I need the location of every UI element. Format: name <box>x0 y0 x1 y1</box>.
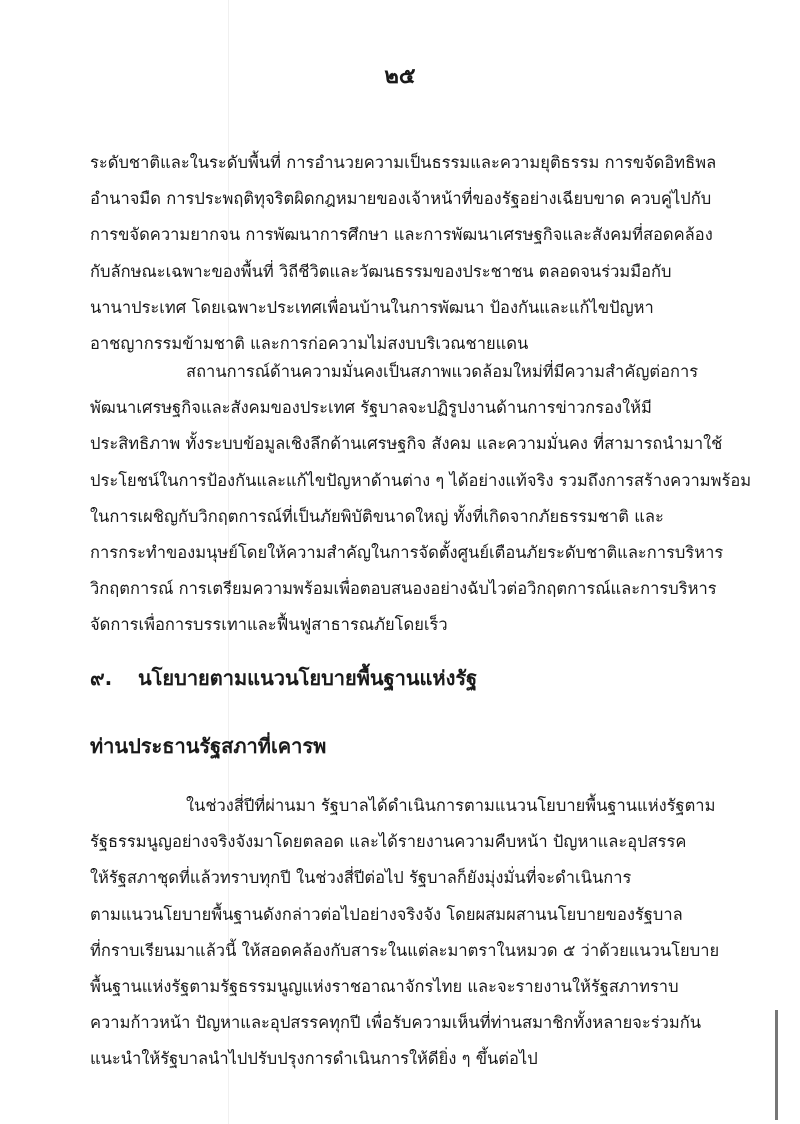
paragraph-line: ประโยชน์ในการป้องกันและแก้ไขปัญหาด้านต่าง ๆ ได้อย่างแท้จริง รวมถึงการสร้างความพร้อม <box>90 470 752 490</box>
paragraph-line: วิกฤตการณ์ การเตรียมความพร้อมเพื่อตอบสนองอย่างฉับไวต่อวิกฤตการณ์และการบริหาร <box>90 579 717 599</box>
paragraph-line: ความก้าวหน้า ปัญหาและอุปสรรคทุกปี เพื่อรับความเห็นที่ท่านสมาชิกทั้งหลายจะร่วมกัน <box>90 1013 702 1033</box>
paragraph-line: การขจัดความยากจน การพัฒนาการศึกษา และการพัฒนาเศรษฐกิจและสังคมที่สอดคล้อง <box>90 225 713 245</box>
paragraph-3 <box>90 788 720 1078</box>
paragraph-line: ประสิทธิภาพ ทั้งระบบข้อมูลเชิงลึกด้านเศรษฐกิจ สังคม และความมั่นคง ที่สามารถนำมาใช้ <box>90 434 723 454</box>
paragraph-2 <box>90 354 752 644</box>
section-number: ๙. <box>90 666 113 690</box>
scan-edge-mark <box>775 1010 778 1120</box>
page-number: ๒๕ <box>384 64 416 89</box>
paragraph-line: สถานการณ์ด้านความมั่นคงเป็นสภาพแวดล้อมใหม่ที่มีความสำคัญต่อการ <box>186 362 699 381</box>
paragraph-line: การกระทำของมนุษย์โดยให้ความสำคัญในการจัดตั้งศูนย์เตือนภัยระดับชาติและการบริหาร <box>90 543 724 563</box>
paragraph-line: พื้นฐานแห่งรัฐตามรัฐธรรมนูญแห่งราชอาณาจักรไทย และจะรายงานให้รัฐสภาทราบ <box>90 977 679 997</box>
section-title: นโยบายตามแนวนโยบายพื้นฐานแห่งรัฐ <box>138 666 478 690</box>
paragraph-line: รัฐธรรมนูญอย่างจริงจังมาโดยตลอด และได้รายงานความคืบหน้า ปัญหาและอุปสรรค <box>90 832 687 852</box>
paragraph-line: ตามแนวนโยบายพื้นฐานดังกล่าวต่อไปอย่างจริงจัง โดยผสมผสานนโยบายของรัฐบาล <box>90 904 683 924</box>
paragraph-line: พัฒนาเศรษฐกิจและสังคมของประเทศ รัฐบาลจะปฏิรูปงานด้านการข่าวกรองให้มี <box>90 398 652 418</box>
paragraph-line: อำนาจมืด การประพฤติทุจริตผิดกฎหมายของเจ้าหน้าที่ของรัฐอย่างเฉียบขาด ควบคู่ไปกับ <box>90 189 712 209</box>
paragraph-line: ระดับชาติและในระดับพื้นที่ การอำนวยความเป็นธรรมและความยุติธรรม การขจัดอิทธิพล <box>90 153 717 172</box>
paragraph-line: ให้รัฐสภาชุดที่แล้วทราบทุกปี ในช่วงสี่ปีต่อไป รัฐบาลก็ยังมุ่งมั่นที่จะดำเนินการ <box>90 868 632 888</box>
address-heading: ท่านประธานรัฐสภาที่เคารพ <box>90 734 327 758</box>
paragraph-line: กับลักษณะเฉพาะของพื้นที่ วิถีชีวิตและวัฒนธรรมของประชาชน ตลอดจนร่วมมือกับ <box>90 261 672 281</box>
paragraph-1 <box>90 145 717 362</box>
paragraph-line: นานาประเทศ โดยเฉพาะประเทศเพื่อนบ้านในการพัฒนา ป้องกันและแก้ไขปัญหา <box>90 297 654 317</box>
paragraph-line: แนะนำให้รัฐบาลนำไปปรับปรุงการดำเนินการให้ดียิ่ง ๆ ขึ้นต่อไป <box>90 1049 538 1069</box>
paragraph-line: ในช่วงสี่ปีที่ผ่านมา รัฐบาลได้ดำเนินการตามแนวนโยบายพื้นฐานแห่งรัฐตาม <box>186 796 716 815</box>
paragraph-line: จัดการเพื่อการบรรเทาและฟื้นฟูสาธารณภัยโดยเร็ว <box>90 615 448 635</box>
paragraph-line: ในการเผชิญกับวิกฤตการณ์ที่เป็นภัยพิบัติขนาดใหญ่ ทั้งที่เกิดจากภัยธรรมชาติ และ <box>90 506 664 526</box>
paragraph-line: ที่กราบเรียนมาแล้วนี้ ให้สอดคล้องกับสาระในแต่ละมาตราในหมวด ๕ ว่าด้วยแนวนโยบาย <box>90 940 720 960</box>
paragraph-line: อาชญากรรมข้ามชาติ และการก่อความไม่สงบบริเวณชายแดน <box>90 334 529 354</box>
section-heading <box>90 662 477 694</box>
